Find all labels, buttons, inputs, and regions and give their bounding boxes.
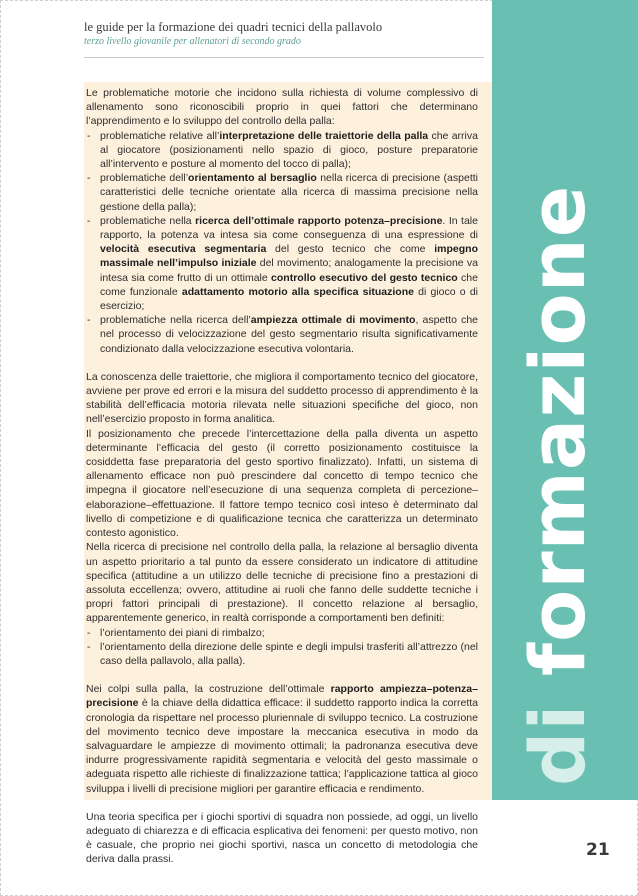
text-run: problematiche relative all’ <box>100 129 220 142</box>
text-run: nella ricerca di precisione (aspetti caratteristici delle tecniche orientate alla ricerca di massima precisione nella gestione della palla); <box>100 172 478 213</box>
text-run: di gioco o di esercizio; <box>100 285 478 313</box>
sidebar-section-title <box>513 184 602 786</box>
running-header <box>84 20 504 49</box>
problems-list <box>86 129 478 356</box>
header-divider <box>84 57 484 58</box>
bold-term: orientamento al bersaglio <box>188 172 317 185</box>
bold-term: impegno massimale nell’impulso iniziale <box>100 243 478 270</box>
bold-term: velocità esecutiva segmentaria <box>100 243 267 256</box>
paragraph-gap <box>86 668 478 682</box>
intro-paragraph: Le problematiche motorie che incidono sulla richiesta di volume complessivo di allenamento sono riconoscibili proprio in quei fattori che determinano l’apprendimento e lo sviluppo del controllo della palla: <box>86 87 478 128</box>
text-run: Nei colpi sulla palla, la costruzione dell’ottimale <box>86 683 331 696</box>
page-number: 21 <box>586 840 610 860</box>
list-item: - l’orientamento della direzione delle spinte e degli impulsi trasferiti all’attrezzo (nel caso della pallavolo, alla palla). <box>86 640 478 668</box>
paragraph-trajectories: La conoscenza delle traiettorie, che migliora il comportamento tecnico del giocatore, avviene per prove ed errori e la misura del suddetto processo di apprendimento è la stabilità dell’efficacia motoria rilevata nelle situazioni specifiche del gioco, non nell’esercizio proposto in forma analitica. <box>86 370 478 426</box>
bold-term: controllo esecutivo del gesto tecnico <box>271 271 458 284</box>
header-title: le guide per la formazione dei quadri tecnici della pallavolo <box>84 20 383 34</box>
list-item: - l’orientamento dei piani di rimbalzo; <box>86 626 478 640</box>
bold-term: ampiezza ottimale di movimento <box>250 314 416 327</box>
bold-term: adattamento motorio alla specifica situazione <box>181 285 414 298</box>
bold-term: ricerca dell’ottimale rapporto potenza–precisione <box>195 214 443 227</box>
list-item <box>86 313 478 356</box>
text-run: problematiche nella <box>100 214 196 227</box>
sidebar-word-di: di <box>513 703 602 786</box>
paragraph-positioning: Il posizionamento che precede l’intercettazione della palla diventa un aspetto determinante l’efficacia del gesto (il corretto posizionamento costituisce la cosiddetta fase preparatoria del gesto sportivo finalizzato). Infatti, un sistema di allenamento efficace non può prescindere dal concetto di tempo tecnico che impegna il giocatore nell’esecuzione di una sequenza completa di percezione–elaborazione–effettuazione. Il fattore tempo tecnico così inteso è determinato dal livello di competizione e di qualificazione tecnica che caratterizza un determinato contesto agonistico. <box>86 427 478 540</box>
behaviours-list <box>86 626 478 669</box>
paragraph-precision: Nella ricerca di precisione nel controllo della palla, la relazione al bersaglio diventa un aspetto prioritario a tal punto da essere considerato un indicatore di attitudine specifica (attitudine a un utilizzo delle tecniche di precisione fino a prestazioni di assoluta eccellenza; ovvero, attitudine ai ruoli che fanno delle suddette tecniche i propri fattori principali di prestazione). Il concetto relazione al bersaglio, apparentemente generico, in realtà corrisponde a comportamenti ben definiti: <box>86 541 478 625</box>
bold-term: interpretazione delle traiettorie della palla <box>219 129 429 142</box>
text-run: problematiche dell’ <box>100 172 189 185</box>
header-subtitle: terzo livello giovanile per allenatori di secondo grado <box>84 36 301 47</box>
bold-term: rapporto ampiezza–potenza–precisione <box>86 683 478 710</box>
paragraph-theory: Una teoria specifica per i giochi sportivi di squadra non possiede, ad oggi, un livello adeguato di chiarezza e di efficacia esplicativa dei fenomeni: per questo motivo, non è casuale, che proprio nei giochi sportivi, nasca un concetto di metodologia che deriva dalla prassi. <box>86 810 478 866</box>
text-run: che arriva al giocatore (posizionamenti nello spazio di gioco, posture preparatorie all’intervento e posture al momento del tocco di palla); <box>100 129 478 171</box>
text-run: che come funzionale <box>100 271 478 298</box>
text-run: del movimento; analogamente la precisione va intesa sia come frutto di un ottimale <box>100 257 478 284</box>
text-run: problematiche nella ricerca dell’ <box>100 314 251 327</box>
list-item <box>86 129 478 172</box>
text-run: . In tale rapporto, la potenza va intesa sia come conseguenza di una espressione di <box>100 214 478 242</box>
list-item <box>86 214 478 313</box>
text-run: , aspetto che nel processo di velocizzazione del gesto segmentario risulta significativamente condizionato dalla velocizzazione esecutiva volontaria. <box>100 314 478 355</box>
paragraph-gap <box>86 356 478 370</box>
body-text <box>86 86 478 867</box>
sidebar-word-formazione: formazione <box>513 184 602 677</box>
text-run: è la chiave della didattica efficace: il suddetto rapporto indica la corretta cronologia da rispettare nel processo pluriennale di sviluppo tecnico. La costruzione del movimento tecnico deve impostare la meccanica esecutiva in modo da salvaguardare le ampiezze di movimento ottimali; la padronanza esecutiva deve indurre progressivamente rapidità segmentaria e velocità del gesto massimale o adeguata rispetto alle richieste di finalizzazione tattica; l’applicazione tattica al gioco sviluppa i livelli di precisione migliori per garantire efficacia e rendimento. <box>86 697 478 795</box>
paragraph-gap <box>86 796 478 810</box>
text-run: del gesto tecnico che come <box>266 243 435 256</box>
list-item <box>86 171 478 214</box>
paragraph-didactics <box>86 682 478 796</box>
